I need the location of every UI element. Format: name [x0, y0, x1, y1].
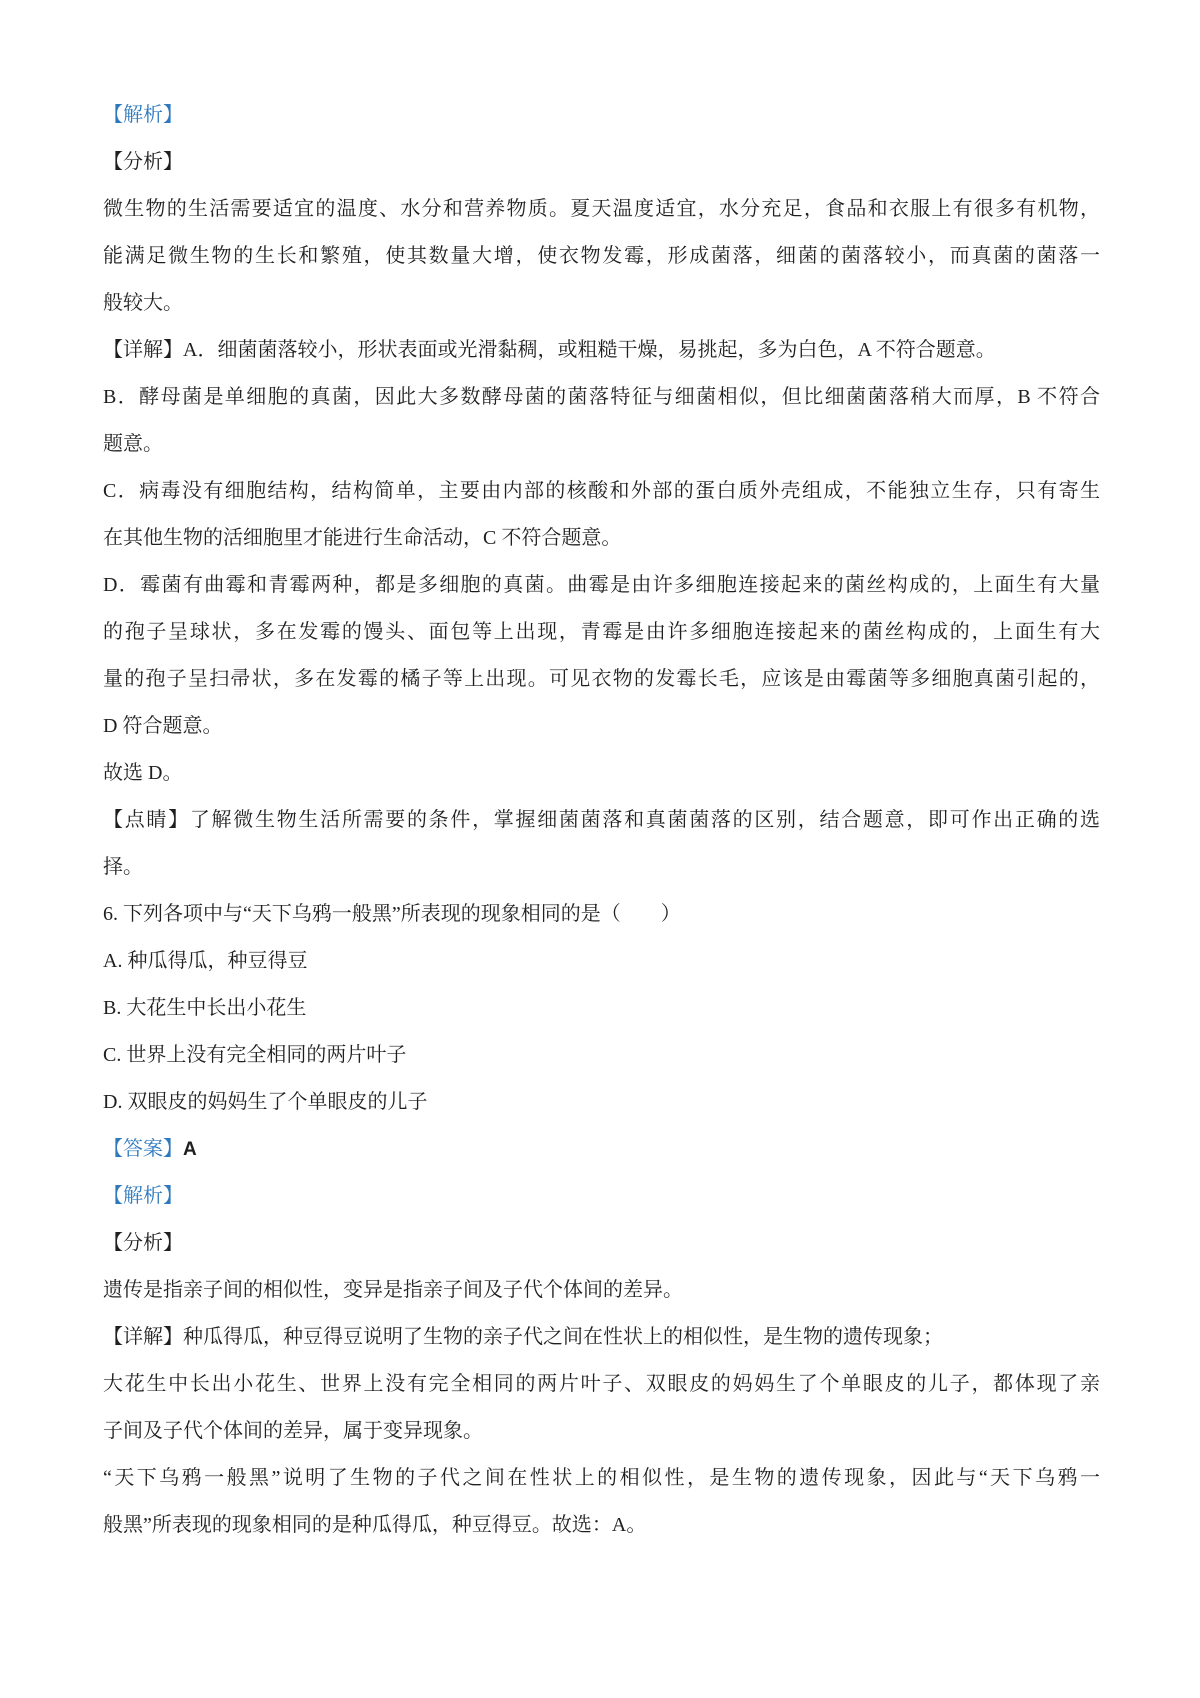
detail-option-b-line — [103, 421, 1100, 468]
question-6-stem-line — [103, 891, 1100, 938]
text-segment: D. 双眼皮的妈妈生了个单眼皮的儿子 — [103, 1091, 428, 1113]
text-segment: 般较大。 — [103, 292, 183, 314]
genetics-detail-line — [103, 1408, 1100, 1455]
answer-line — [103, 1126, 1100, 1173]
text-segment: B．酵母菌是单细胞的真菌，因此大多数酵母菌的菌落特征与细菌相似，但比细菌菌落稍大而厚，B 不符合 — [103, 386, 1100, 408]
text-segment: 的孢子呈球状，多在发霉的馒头、面包等上出现，青霉是由许多细胞连接起来的菌丝构成的，上面生有大 — [103, 621, 1100, 643]
genetics-conclusion-line — [103, 1502, 1100, 1549]
text-segment: 题意。 — [103, 433, 163, 455]
question-6-option-c-line — [103, 1032, 1100, 1079]
text-segment: 6. 下列各项中与“天下乌鸦一般黑”所表现的现象相同的是（ ） — [103, 903, 681, 925]
text-segment: 择。 — [103, 856, 143, 878]
text-segment: 【详解】种瓜得瓜，种豆得豆说明了生物的亲子代之间在性状上的相似性，是生物的遗传现象； — [103, 1326, 943, 1348]
question-6-option-b-line — [103, 985, 1100, 1032]
text-segment: B. 大花生中长出小花生 — [103, 997, 307, 1019]
dianjing-tip-line — [103, 844, 1100, 891]
jiexi-marker-line-1 — [103, 92, 1100, 139]
section-marker: 【答案】 — [103, 1138, 183, 1160]
text-segment: 在其他生物的活细胞里才能进行生命活动，C 不符合题意。 — [103, 527, 622, 549]
answer-value: A — [183, 1139, 198, 1160]
detail-option-d-line — [103, 703, 1100, 750]
text-segment: “天下乌鸦一般黑”说明了生物的子代之间在性状上的相似性，是生物的遗传现象，因此与“天下乌鸦一 — [103, 1467, 1100, 1489]
text-segment: 【分析】 — [103, 151, 183, 173]
genetics-detail-line — [103, 1361, 1100, 1408]
detail-option-a-line — [103, 327, 1100, 374]
text-segment: 【点睛】了解微生物生活所需要的条件，掌握细菌菌落和真菌菌落的区别，结合题意，即可作出正确的选 — [103, 809, 1100, 831]
text-segment: C. 世界上没有完全相同的两片叶子 — [103, 1044, 407, 1066]
fenxi-marker-line-1 — [103, 139, 1100, 186]
genetics-detail-line — [103, 1314, 1100, 1361]
question-6-option-a-line — [103, 938, 1100, 985]
detail-option-b-line — [103, 374, 1100, 421]
text-segment: A. 种瓜得瓜，种豆得豆 — [103, 950, 308, 972]
analysis-paragraph-line — [103, 280, 1100, 327]
genetics-conclusion-line — [103, 1455, 1100, 1502]
section-marker: 【解析】 — [103, 1185, 183, 1207]
genetics-analysis-line — [103, 1267, 1100, 1314]
detail-option-c-line — [103, 468, 1100, 515]
question-6-option-d-line — [103, 1079, 1100, 1126]
dianjing-tip-line — [103, 797, 1100, 844]
document-body — [103, 92, 1100, 1549]
section-marker: 【解析】 — [103, 104, 183, 126]
text-segment: 能满足微生物的生长和繁殖，使其数量大增，使衣物发霉，形成菌落，细菌的菌落较小，而真菌的菌落一 — [103, 245, 1100, 267]
analysis-paragraph-line — [103, 233, 1100, 280]
conclusion-line — [103, 750, 1100, 797]
text-segment: 大花生中长出小花生、世界上没有完全相同的两片叶子、双眼皮的妈妈生了个单眼皮的儿子，都体现了亲 — [103, 1373, 1100, 1395]
text-segment: 般黑”所表现的现象相同的是种瓜得瓜，种豆得豆。故选：A。 — [103, 1514, 647, 1536]
fenxi-marker-line-2 — [103, 1220, 1100, 1267]
text-segment: D．霉菌有曲霉和青霉两种，都是多细胞的真菌。曲霉是由许多细胞连接起来的菌丝构成的，上面生有大量 — [103, 574, 1100, 596]
text-segment: 微生物的生活需要适宜的温度、水分和营养物质。夏天温度适宜，水分充足，食品和衣服上有很多有机物， — [103, 198, 1100, 220]
text-segment: 量的孢子呈扫帚状，多在发霉的橘子等上出现。可见衣物的发霉长毛，应该是由霉菌等多细胞真菌引起的， — [103, 668, 1100, 690]
detail-option-c-line — [103, 515, 1100, 562]
text-segment: 【分析】 — [103, 1232, 183, 1254]
detail-option-d-line — [103, 609, 1100, 656]
text-segment: D 符合题意。 — [103, 715, 223, 737]
detail-option-d-line — [103, 562, 1100, 609]
detail-option-d-line — [103, 656, 1100, 703]
text-segment: 子间及子代个体间的差异，属于变异现象。 — [103, 1420, 483, 1442]
analysis-paragraph-line — [103, 186, 1100, 233]
text-segment: C．病毒没有细胞结构，结构简单，主要由内部的核酸和外部的蛋白质外壳组成，不能独立生存，只有寄生 — [103, 480, 1100, 502]
text-segment: 遗传是指亲子间的相似性，变异是指亲子间及子代个体间的差异。 — [103, 1279, 683, 1301]
text-segment: 【详解】A．细菌菌落较小，形状表面或光滑黏稠，或粗糙干燥，易挑起，多为白色，A 不符合题意。 — [103, 339, 996, 361]
jiexi-marker-line-2 — [103, 1173, 1100, 1220]
text-segment: 故选 D。 — [103, 762, 183, 784]
